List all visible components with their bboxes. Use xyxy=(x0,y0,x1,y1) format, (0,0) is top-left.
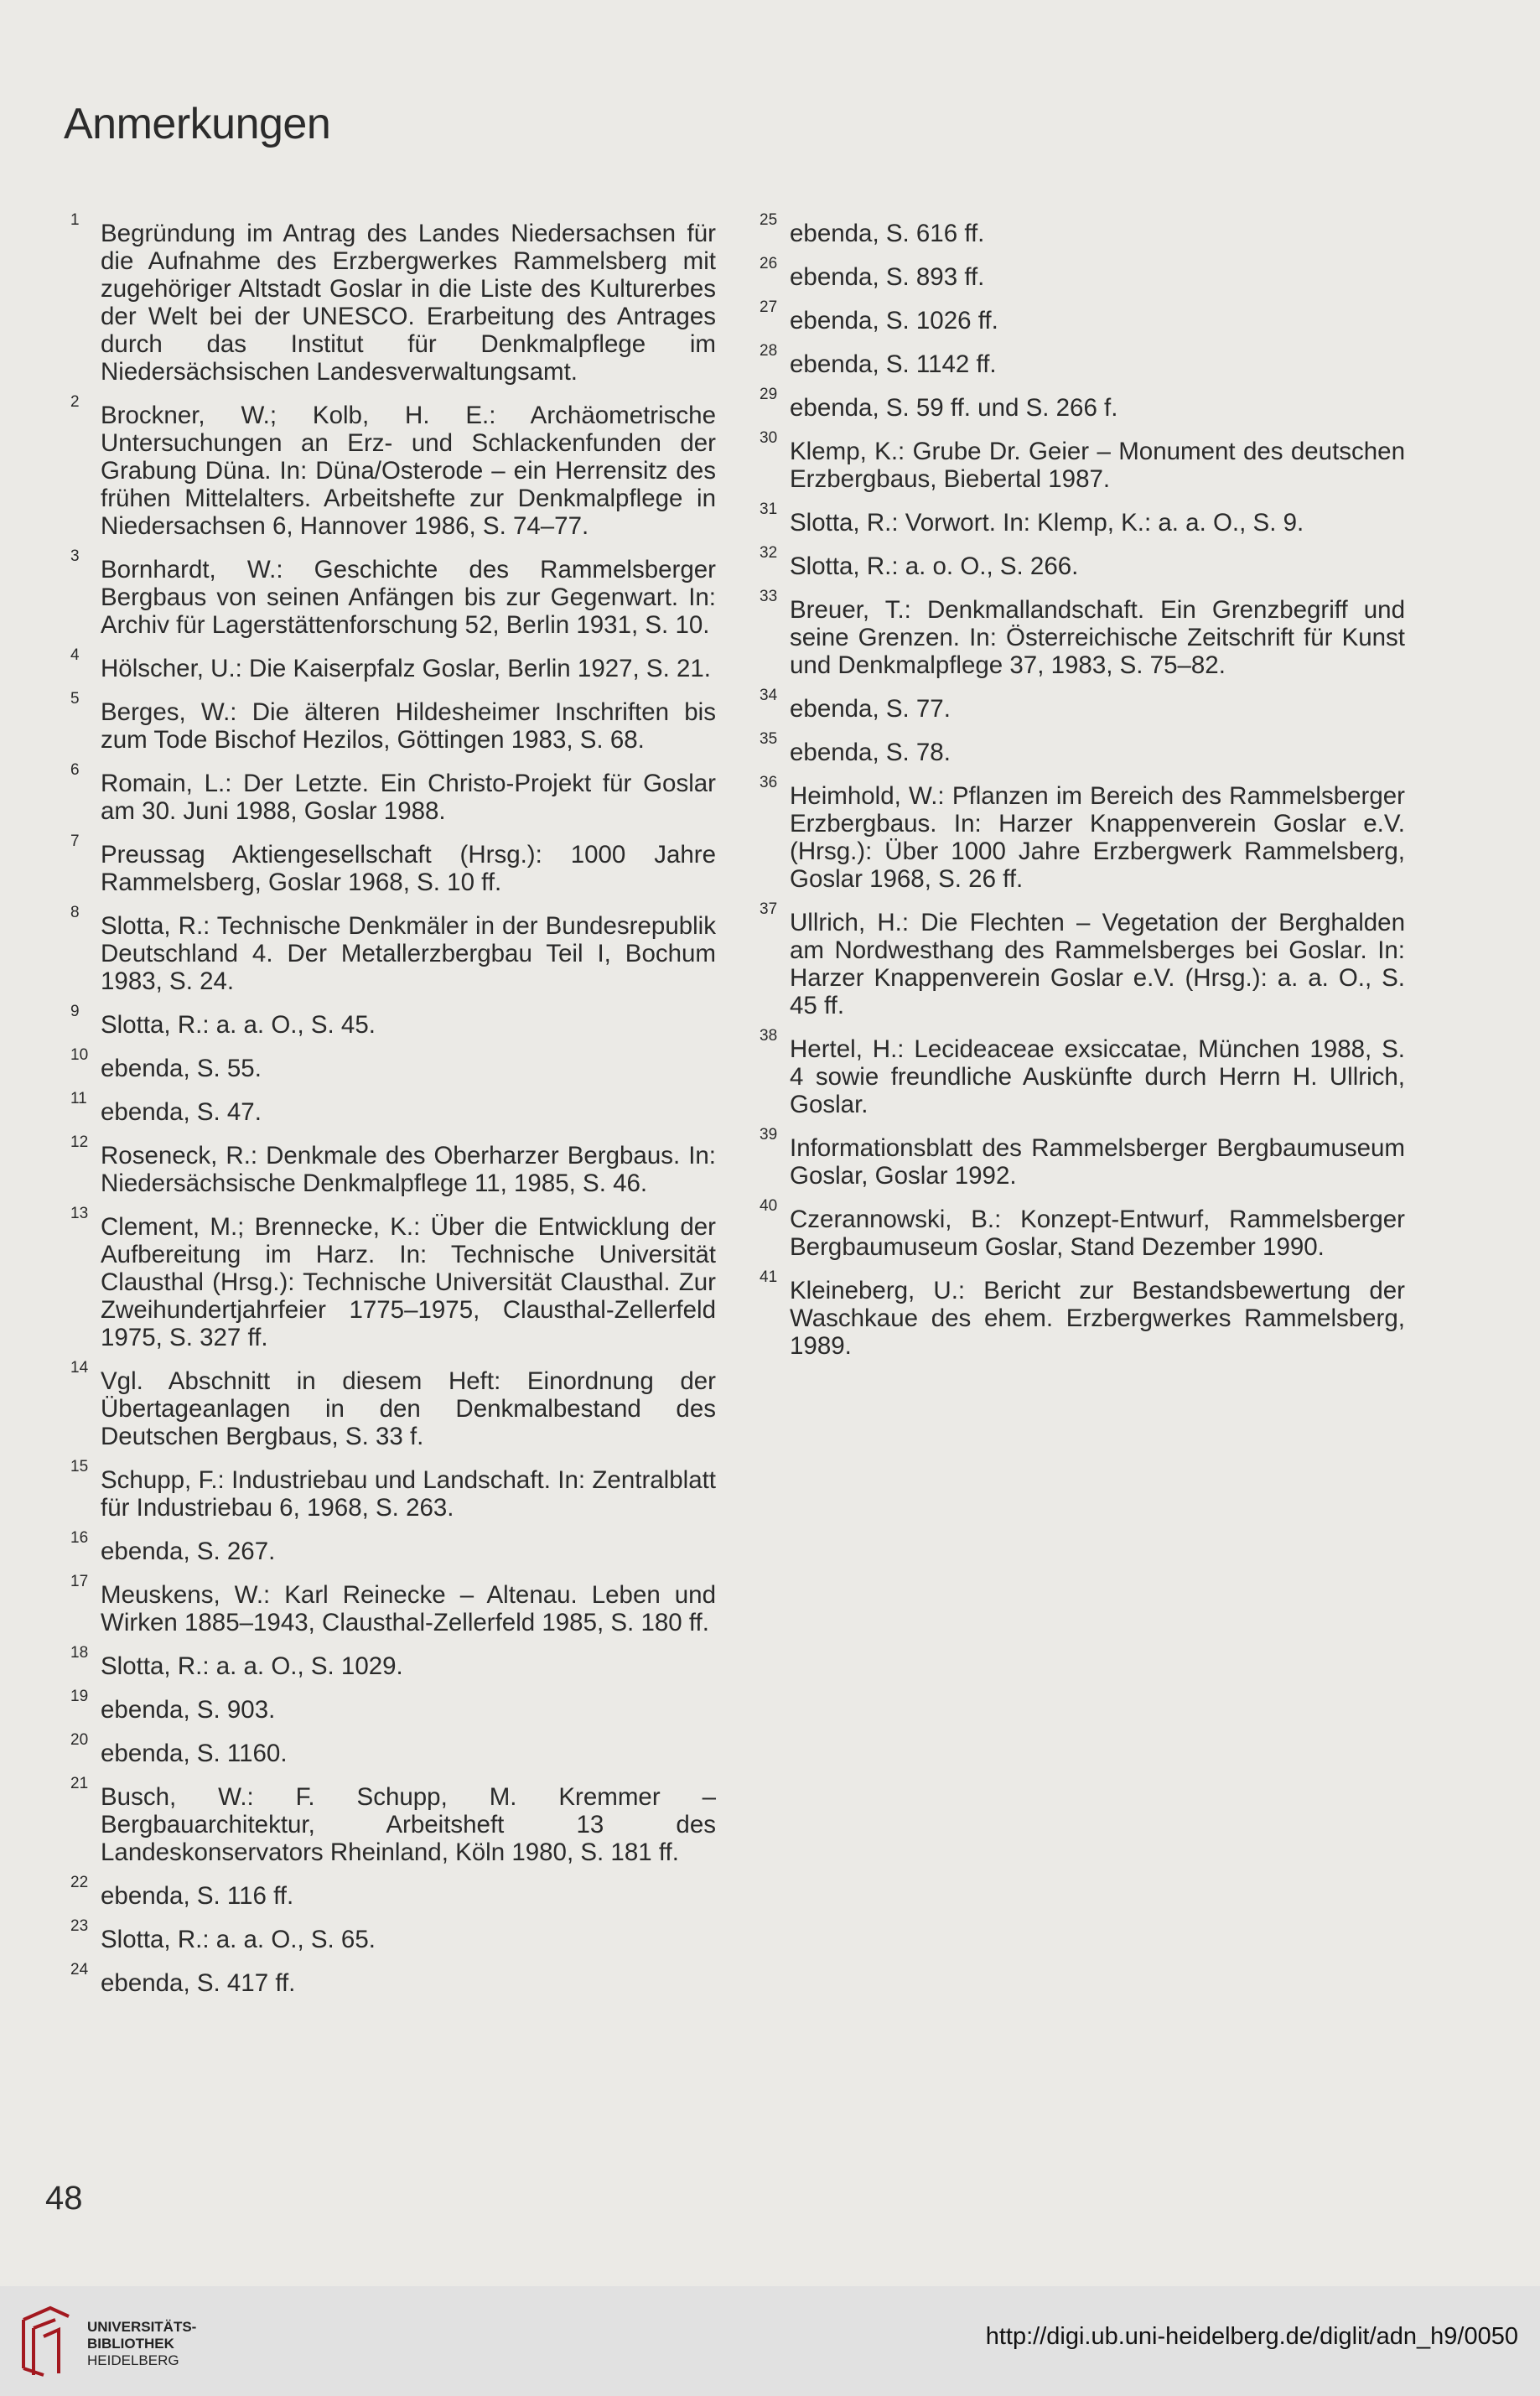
footnote-text: Busch, W.: F. Schupp, M. Kremmer – Bergbauarchitektur, Arbeitsheft 13 des Landeskonservators Rheinland, Köln 1980, S. 181 ff. xyxy=(101,1783,716,1866)
footnote-number: 4 xyxy=(70,646,80,664)
footnote xyxy=(70,1731,716,1767)
footnote xyxy=(70,1529,716,1565)
footnote-text: Slotta, R.: Vorwort. In: Klemp, K.: a. a. O., S. 9. xyxy=(790,509,1304,537)
footnote xyxy=(760,211,1405,247)
footnote-number: 38 xyxy=(760,1027,778,1045)
footnote xyxy=(760,730,1405,766)
footnote-number: 11 xyxy=(70,1090,87,1107)
footnote-number: 8 xyxy=(70,904,80,921)
footnote-number: 27 xyxy=(760,298,778,316)
footnote-text: ebenda, S. 1160. xyxy=(101,1740,288,1767)
footnote-number: 23 xyxy=(70,1917,89,1935)
footnote-number: 9 xyxy=(70,1003,80,1020)
footnote-number: 13 xyxy=(70,1205,89,1222)
footnote xyxy=(70,211,716,386)
footnote-number: 3 xyxy=(70,547,80,565)
footnote-text: Clement, M.; Brennecke, K.: Über die Entwicklung der Aufbereitung im Harz. In: Technische Universität Clausthal (Hrsg.): Technische Universität Clausthal. Zur Zweihundertjahrfeier 1775–1975, Clausthal-Zellerfeld 1975, S. 327 ff. xyxy=(101,1213,716,1351)
footnote-text: Czerannowski, B.: Konzept-Entwurf, Rammelsberger Bergbaumuseum Goslar, Stand Dezember 1990. xyxy=(790,1206,1405,1261)
footnote xyxy=(760,588,1405,679)
footnote-text: Schupp, F.: Industriebau und Landschaft. In: Zentralblatt für Industriebau 6, 1968, S. 263. xyxy=(101,1466,716,1522)
footnote-number: 37 xyxy=(760,900,778,918)
footnote xyxy=(70,904,716,995)
footnote-number: 20 xyxy=(70,1731,89,1749)
footnote xyxy=(760,1197,1405,1261)
footnote-text: Roseneck, R.: Denkmale des Oberharzer Bergbaus. In: Niedersächsische Denkmalpflege 11, 1985, S. 46. xyxy=(101,1142,716,1197)
footnote-number: 24 xyxy=(70,1961,89,1979)
footnote-number: 35 xyxy=(760,730,778,748)
footnote xyxy=(70,761,716,825)
footnote-text: Heimhold, W.: Pflanzen im Bereich des Rammelsberger Erzbergbaus. In: Harzer Knappenverein Goslar e.V. (Hrsg.): Über 1000 Jahre Erzbergwerk Rammelsberg, Goslar 1968, S. 26 ff. xyxy=(790,782,1405,893)
footnote-number: 10 xyxy=(70,1046,89,1064)
footnote-number: 41 xyxy=(760,1268,778,1286)
footnote-text: Vgl. Abschnitt in diesem Heft: Einordnung der Übertageanlagen in den Denkmalbestand des Deutschen Bergbaus, S. 33 f. xyxy=(101,1367,716,1450)
footnote xyxy=(70,1644,716,1680)
footnote-number: 30 xyxy=(760,429,778,447)
footnote-text: Preussag Aktiengesellschaft (Hrsg.): 1000 Jahre Rammelsberg, Goslar 1968, S. 10 ff. xyxy=(101,841,716,896)
footnote xyxy=(70,1133,716,1197)
library-name-line1: UNIVERSITÄTS- xyxy=(87,2319,197,2335)
footnote xyxy=(760,1126,1405,1190)
footnote-text: ebenda, S. 78. xyxy=(790,739,951,766)
footnote xyxy=(760,386,1405,422)
footnote xyxy=(70,1775,716,1866)
footnote-number: 16 xyxy=(70,1529,89,1547)
footnote xyxy=(760,255,1405,291)
footnote-text: Bornhardt, W.: Geschichte des Rammelsberger Bergbaus von seinen Anfängen bis zur Gegenwart. In: Archiv für Lagerstättenforschung 52, Berlin 1931, S. 10. xyxy=(101,556,716,639)
footnote-text: ebenda, S. 267. xyxy=(101,1538,276,1565)
footnote xyxy=(760,342,1405,378)
footnote-number: 36 xyxy=(760,774,778,791)
footnote-number: 5 xyxy=(70,690,80,708)
library-name-line2: BIBLIOTHEK xyxy=(87,2336,174,2352)
footnote-text: Hölscher, U.: Die Kaiserpfalz Goslar, Berlin 1927, S. 21. xyxy=(101,655,712,682)
source-url-link[interactable]: http://digi.ub.uni-heidelberg.de/diglit/adn_h9/0050 xyxy=(985,2323,1518,2350)
footnote-text: Breuer, T.: Denkmallandschaft. Ein Grenzbegriff und seine Grenzen. In: Österreichische Zeitschrift für Kunst und Denkmalpflege 37, 1983, S. 75–82. xyxy=(790,596,1405,679)
footnote xyxy=(70,690,716,754)
footnote xyxy=(70,547,716,639)
page-title: Anmerkungen xyxy=(64,100,331,148)
footnote xyxy=(760,900,1405,1019)
footnote-text: ebenda, S. 116 ff. xyxy=(101,1882,294,1910)
footnote-text: Slotta, R.: Technische Denkmäler in der Bundesrepublik Deutschland 4. Der Metallerzbergbau Teil I, Bochum 1983, S. 24. xyxy=(101,912,716,995)
footnote-number: 7 xyxy=(70,832,80,850)
footnote-text: ebenda, S. 417 ff. xyxy=(101,1969,296,1997)
notes-column-right xyxy=(760,211,1405,1376)
footnote-text: ebenda, S. 55. xyxy=(101,1055,262,1082)
footnote-number: 1 xyxy=(70,211,80,229)
footnote xyxy=(760,1268,1405,1360)
page-number: 48 xyxy=(45,2180,83,2217)
footnote xyxy=(70,1961,716,1997)
footnote xyxy=(70,393,716,540)
footnote xyxy=(70,1046,716,1082)
footnote-text: ebenda, S. 1142 ff. xyxy=(790,350,997,378)
footnote-text: Begründung im Antrag des Landes Niedersachsen für die Aufnahme des Erzbergwerkes Rammelsberg mit zugehöriger Altstadt Goslar in die Liste des Kulturerbes der Welt bei der UNESCO. Erarbeitung des Antrages durch das Institut für Denkmalpflege im Niedersächsischen Landesverwaltungsamt. xyxy=(101,220,716,386)
footnote xyxy=(760,298,1405,335)
footnote-number: 15 xyxy=(70,1458,89,1475)
footnote-number: 25 xyxy=(760,211,778,229)
footnote-number: 29 xyxy=(760,386,778,403)
footnote-text: Klemp, K.: Grube Dr. Geier – Monument des deutschen Erzbergbaus, Biebertal 1987. xyxy=(790,438,1405,493)
footnote-number: 19 xyxy=(70,1688,89,1705)
footnote-text: Kleineberg, U.: Bericht zur Bestandsbewertung der Waschkaue des ehem. Erzbergwerkes Rammelsberg, 1989. xyxy=(790,1277,1405,1360)
footnote-text: Slotta, R.: a. a. O., S. 1029. xyxy=(101,1652,403,1680)
footnote xyxy=(70,832,716,896)
library-name[interactable] xyxy=(87,2319,196,2369)
footnote xyxy=(70,1458,716,1522)
footnote xyxy=(70,1359,716,1450)
footnote-number: 33 xyxy=(760,588,778,605)
footnote-text: Informationsblatt des Rammelsberger Bergbaumuseum Goslar, Goslar 1992. xyxy=(790,1134,1405,1190)
library-name-line3: HEIDELBERG xyxy=(87,2352,179,2368)
footnote-text: ebenda, S. 47. xyxy=(101,1098,262,1126)
footnote-number: 22 xyxy=(70,1874,89,1891)
footnote xyxy=(70,1688,716,1724)
footnote-text: ebenda, S. 903. xyxy=(101,1696,276,1724)
footnote-text: Slotta, R.: a. o. O., S. 266. xyxy=(790,552,1079,580)
footnote xyxy=(760,774,1405,893)
footnote xyxy=(70,1090,716,1126)
footnote xyxy=(70,1917,716,1953)
notes-column-left xyxy=(70,211,716,2013)
footnote-text: ebenda, S. 616 ff. xyxy=(790,220,985,247)
footnote-text: ebenda, S. 1026 ff. xyxy=(790,307,998,335)
footnote-number: 2 xyxy=(70,393,80,411)
footnote-text: Hertel, H.: Lecideaceae exsiccatae, München 1988, S. 4 sowie freundliche Auskünfte durch Herrn H. Ullrich, Goslar. xyxy=(790,1035,1405,1118)
footnote xyxy=(760,544,1405,580)
footnote xyxy=(70,646,716,682)
footnote xyxy=(70,1573,716,1636)
footnote-number: 28 xyxy=(760,342,778,360)
footnote xyxy=(760,500,1405,537)
footnote-number: 26 xyxy=(760,255,778,272)
footnote-number: 39 xyxy=(760,1126,778,1144)
footnote-number: 18 xyxy=(70,1644,89,1662)
footnote-number: 32 xyxy=(760,544,778,562)
footnote xyxy=(70,1874,716,1910)
footnote-number: 12 xyxy=(70,1133,89,1151)
footnote-number: 21 xyxy=(70,1775,89,1792)
footnote-text: ebenda, S. 893 ff. xyxy=(790,263,985,291)
footnote-text: ebenda, S. 77. xyxy=(790,695,951,723)
footnote-number: 40 xyxy=(760,1197,778,1215)
footnote-text: Ullrich, H.: Die Flechten – Vegetation der Berghalden am Nordwesthang des Rammelsberges bei Goslar. In: Harzer Knappenverein Goslar e.V. (Hrsg.): a. a. O., S. 45 ff. xyxy=(790,909,1405,1019)
footnote-text: ebenda, S. 59 ff. und S. 266 f. xyxy=(790,394,1118,422)
footnote-number: 17 xyxy=(70,1573,89,1590)
footnote xyxy=(760,687,1405,723)
footnote-text: Slotta, R.: a. a. O., S. 65. xyxy=(101,1926,376,1953)
footnote-number: 31 xyxy=(760,500,778,518)
ub-heidelberg-logo-icon[interactable] xyxy=(17,2303,75,2378)
footnote-text: Slotta, R.: a. a. O., S. 45. xyxy=(101,1011,376,1039)
footnote-number: 34 xyxy=(760,687,778,704)
footnote-text: Meuskens, W.: Karl Reinecke – Altenau. Leben und Wirken 1885–1943, Clausthal-Zellerfeld 1985, S. 180 ff. xyxy=(101,1581,716,1636)
footnote xyxy=(760,429,1405,493)
footnote-text: Brockner, W.; Kolb, H. E.: Archäometrische Untersuchungen an Erz- und Schlackenfunden der Grabung Düna. In: Düna/Osterode – ein Herrensitz des frühen Mittelalters. Arbeitshefte zur Denkmalpflege in Niedersachsen 6, Hannover 1986, S. 74–77. xyxy=(101,402,716,540)
footnote-text: Romain, L.: Der Letzte. Ein Christo-Projekt für Goslar am 30. Juni 1988, Goslar 1988. xyxy=(101,770,716,825)
footnote xyxy=(70,1003,716,1039)
footnote-number: 6 xyxy=(70,761,80,779)
footnote xyxy=(70,1205,716,1351)
footnote xyxy=(760,1027,1405,1118)
footnote-number: 14 xyxy=(70,1359,89,1377)
footnote-text: Berges, W.: Die älteren Hildesheimer Inschriften bis zum Tode Bischof Hezilos, Göttingen 1983, S. 68. xyxy=(101,698,716,754)
footer-bar xyxy=(0,2286,1540,2396)
